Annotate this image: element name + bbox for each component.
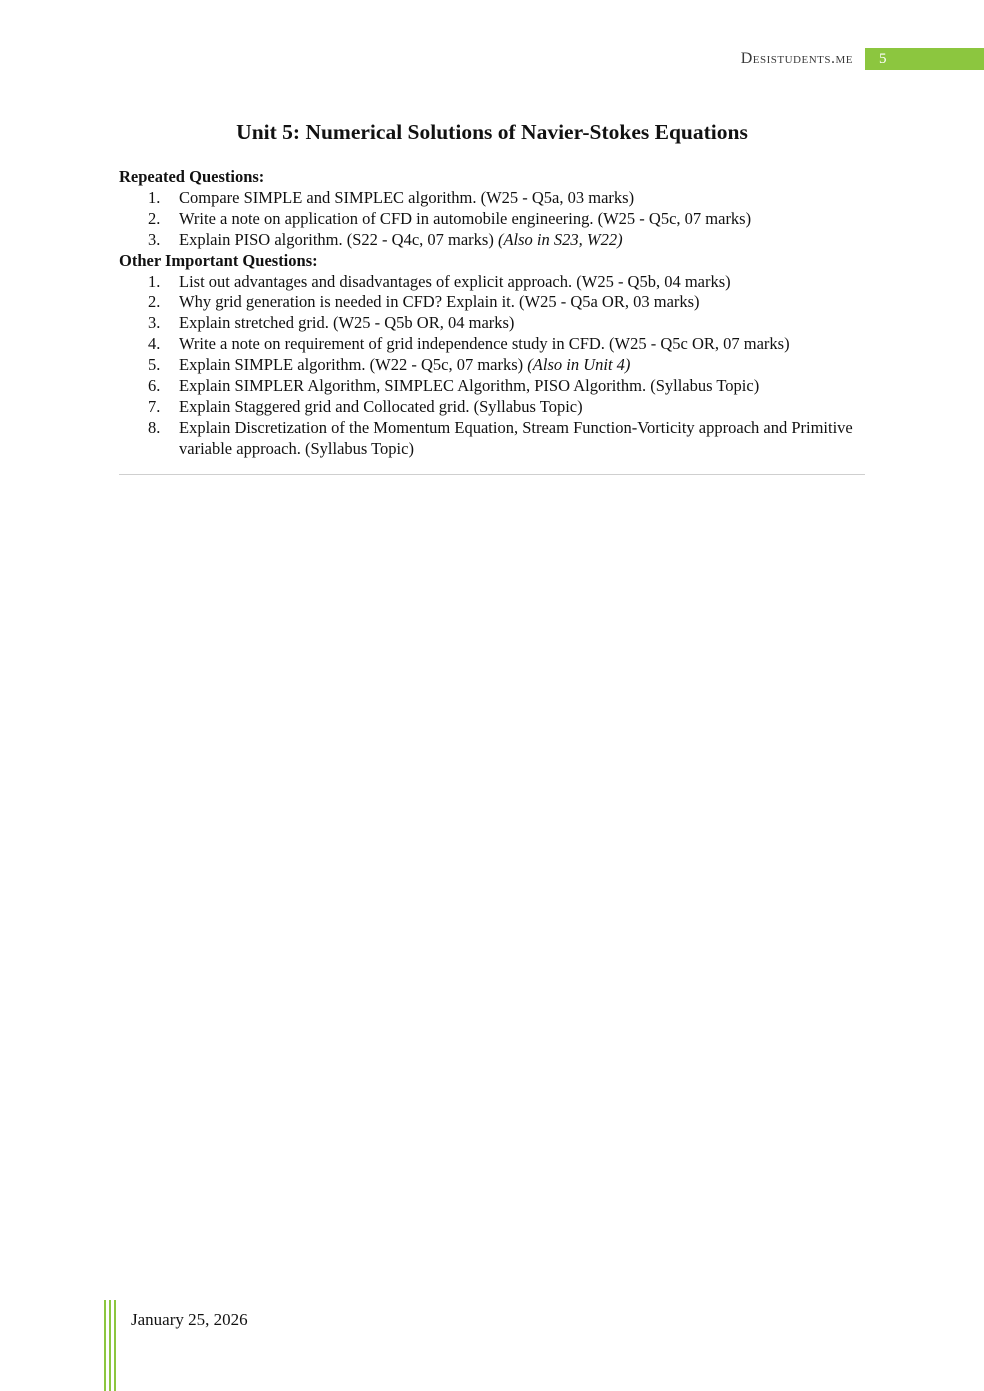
list-item — [119, 376, 865, 397]
list-item — [119, 313, 865, 334]
list-item — [119, 397, 865, 418]
item-note: (Also in S23, W22) — [497, 229, 623, 249]
item-number: 5. — [148, 355, 161, 375]
item-text: Explain Discretization of the Momentum Equation, Stream Function-Vorticity approach and Primitive variable approach. (Syllabus Topic) — [179, 417, 853, 458]
item-number: 2. — [148, 292, 161, 312]
item-text: Explain SIMPLE algorithm. (W22 - Q5c, 07 marks) — [179, 355, 528, 375]
item-number: 1. — [148, 271, 161, 291]
site-name: Desistudents.me — [740, 50, 853, 67]
item-number: 8. — [148, 417, 161, 437]
list-item — [119, 292, 865, 313]
list-item — [119, 188, 865, 209]
item-text: Why grid generation is needed in CFD? Explain it. (W25 - Q5a OR, 03 marks) — [179, 292, 700, 312]
page-header — [741, 48, 984, 70]
list-item — [119, 418, 865, 460]
page-number: 5 — [865, 48, 984, 70]
item-text: Explain stretched grid. (W25 - Q5b OR, 04 marks) — [179, 313, 515, 333]
other-questions-heading: Other Important Questions: — [119, 250, 318, 270]
item-number: 3. — [148, 229, 161, 249]
list-item — [119, 209, 865, 230]
item-text: Explain SIMPLER Algorithm, SIMPLEC Algorithm, PISO Algorithm. (Syllabus Topic) — [179, 376, 760, 396]
section-divider — [119, 474, 865, 475]
item-text: Write a note on requirement of grid independence study in CFD. (W25 - Q5c OR, 07 marks) — [179, 334, 790, 354]
list-item — [119, 334, 865, 355]
item-number: 2. — [148, 208, 161, 228]
footer-accent-bars — [104, 1300, 118, 1391]
footer-date: January 25, 2026 — [131, 1310, 248, 1329]
list-item — [119, 355, 865, 376]
item-text: Explain Staggered grid and Collocated grid. (Syllabus Topic) — [179, 396, 583, 416]
item-text: List out advantages and disadvantages of explicit approach. (W25 - Q5b, 04 marks) — [179, 271, 731, 291]
question-content — [119, 167, 865, 460]
item-number: 4. — [148, 334, 161, 354]
item-text: Write a note on application of CFD in automobile engineering. (W25 - Q5c, 07 marks) — [179, 208, 752, 228]
item-number: 7. — [148, 396, 161, 416]
item-number: 6. — [148, 376, 161, 396]
other-questions-list — [119, 272, 865, 460]
list-item — [119, 272, 865, 293]
item-number: 1. — [148, 187, 161, 207]
list-item — [119, 230, 865, 251]
accent-bar — [114, 1300, 116, 1391]
accent-bar — [104, 1300, 106, 1391]
item-number: 3. — [148, 313, 161, 333]
accent-bar — [109, 1300, 111, 1391]
item-text: Compare SIMPLE and SIMPLEC algorithm. (W25 - Q5a, 03 marks) — [179, 187, 635, 207]
repeated-questions-heading: Repeated Questions: — [119, 167, 265, 186]
item-note: (Also in Unit 4) — [527, 355, 631, 375]
page-title: Unit 5: Numerical Solutions of Navier-Stokes Equations — [236, 120, 748, 144]
item-text: Explain PISO algorithm. (S22 - Q4c, 07 marks) — [179, 229, 498, 249]
repeated-questions-list — [119, 188, 865, 251]
